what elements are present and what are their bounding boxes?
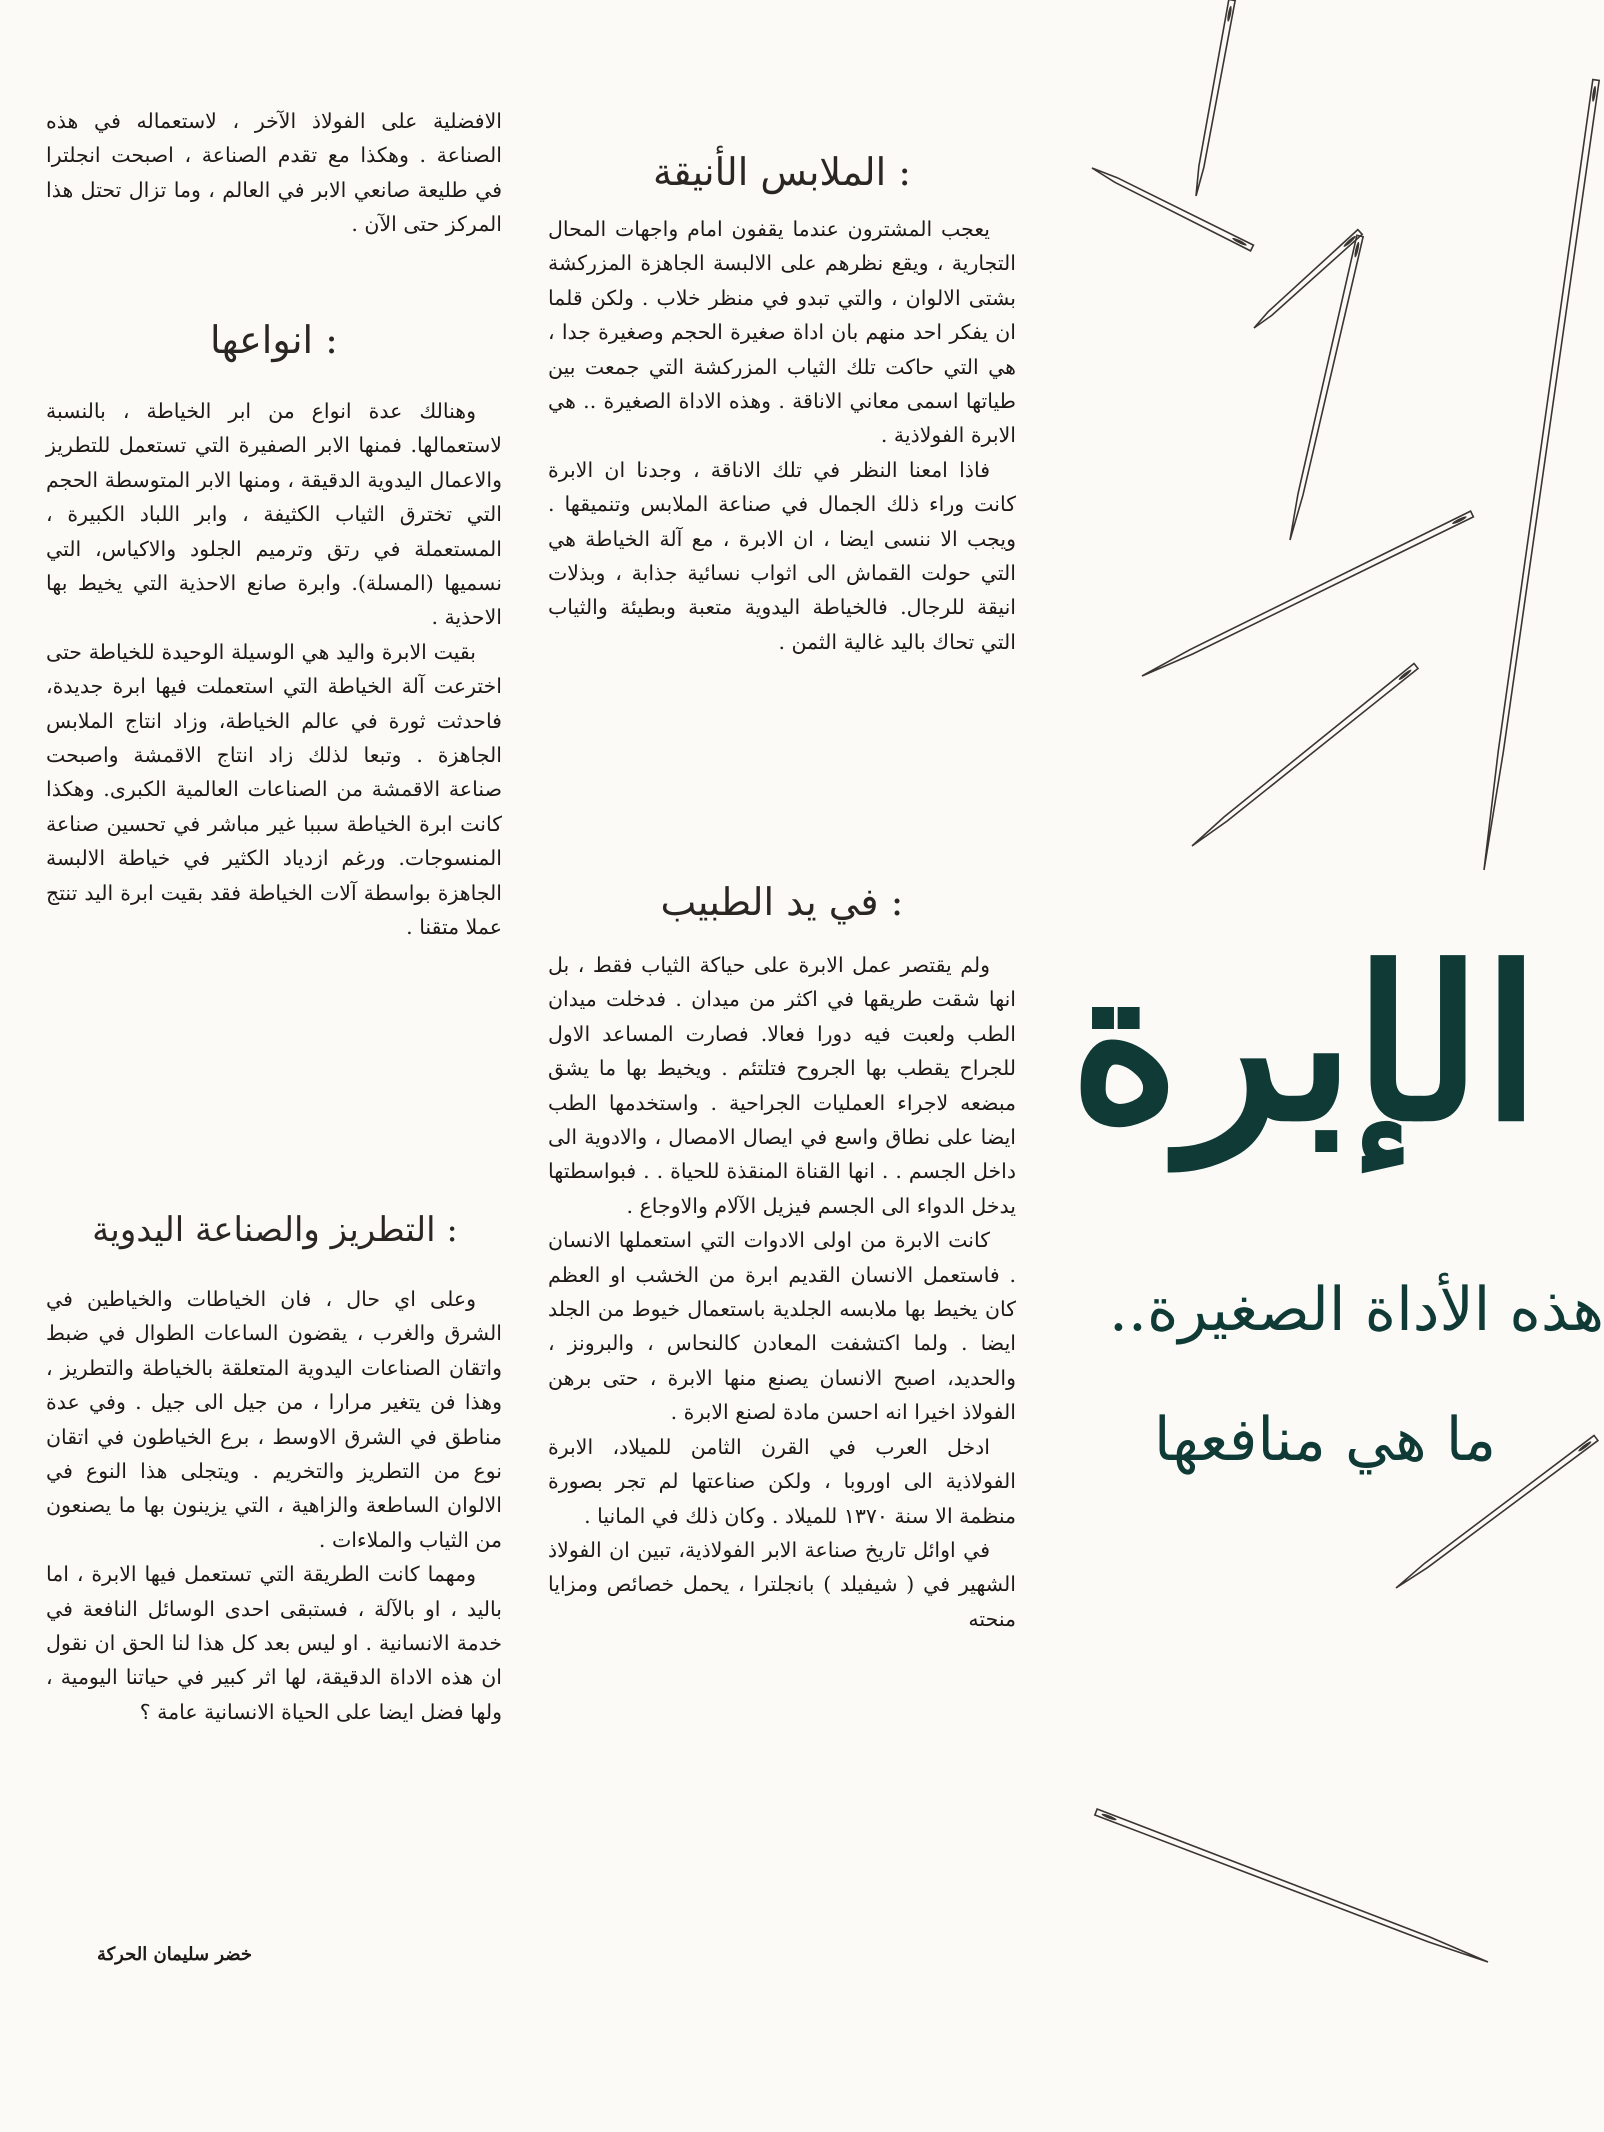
author-byline: خضر سليمان الحركة [96,1944,252,1965]
heading-tabib: في يد الطبيب : [660,880,904,924]
heading-tatriz: التطريز والصناعة اليدوية : [92,1210,458,1250]
paragraph: كانت الابرة من اولى الادوات التي استعملها الانسان . فاستعمل الانسان القديم ابرة من الخشب او العظم كان يخيط بها ملابسه الجلدية باستعمال خيوط من الجلد ايضا . ولما اكتشفت المعادن كالنحاس ، والبرونز ، والحديد، اصبح الانسان يصنع منها الابرة ، حتى برهن الفولاذ اخيرا انه احسن مادة لصنع الابرة . [548,1228,1016,1425]
needle-2 [1092,168,1253,251]
needle-6 [1192,664,1418,846]
needle-5 [1484,80,1599,870]
paragraph: وهنالك عدة انواع من ابر الخياطة ، بالنسبة لاستعمالها. فمنها الابر الصفيرة التي تستعمل للتطريز والاعمال اليدوية الدقيقة ، ومنها الابر المتوسطة الحجم التي تخترق الثياب الكثيفة ، وابر اللباد الكبيرة ، المستعملة في رتق وترميم الجلود والاكياس، التي نسميها (المسلة). وابرة صانع الاحذية التي يخيط بها الاحذية . [46,399,502,630]
paragraph: ولم يقتصر عمل الابرة على حياكة الثياب فقط ، بل انها شقت طريقها في اكثر من ميدان . فدخلت ميدان الطب ولعبت فيه دورا فعالا. فصارت المساعد الاول للجراح يقطب بها الجروح فتلتئم . ويخيط بها ما يشق مبضعه لاجراء العمليات الجراحية . واستخدمها الطب ايضا على نطاق واسع في ايصال الامصال ، والادوية الى داخل الجسم . . انها القناة المنقذة للحياة . . فبواسطتها يدخل الدواء الى الجسم فيزيل الآلام والاوجاع . [548,953,1016,1218]
heading-anwa: انواعها : [210,318,338,362]
paragraph: ادخل العرب في القرن الثامن للميلاد، الابرة الفولاذية الى اوروبا ، ولكن صناعتها لم تجر بصورة منظمة الا سنة ١٣٧٠ للميلاد . وكان ذلك في المانيا . [548,1434,1016,1528]
paragraph: بقيت الابرة واليد هي الوسيلة الوحيدة للخياطة حتى اخترعت آلة الخياطة التي استعملت فيها ابرة جديدة، فاحدثت ثورة في عالم الخياطة، وزاد انتاج الملابس الجاهزة . وتبعا لذلك زاد انتاج الاقمشة واصبحت صناعة الاقمشة من الصناعات العالمية الكبرى. وهكذا كانت ابرة الخياطة سببا غير مباشر في تحسين صناعة المنسوجات. ورغم ازدياد الكثير في خياطة الالبسة الجاهزة بواسطة آلات الخياطة فقد بقيت ابرة اليد تنتج عملا متقنا . [46,639,502,940]
needle-1 [1196,0,1235,196]
paragraph: فاذا امعنا النظر في تلك الاناقة ، وجدنا ان الابرة كانت وراء ذلك الجمال في صناعة الملابس وتنميقها . ويجب الا ننسى ايضا ، ان الابرة ، مع آلة الخياطة هي التي حولت القماش الى اثواب نسائية جذابة ، وبذلات انيقة للرجال. فالخياطة اليدوية متعبة وبطيئة والثياب التي تحاك باليد غالية الثمن . [548,457,1016,654]
needle-3 [1254,230,1362,328]
article-subtitle-line2: ما هي منافعها [1153,1405,1497,1475]
needle-8 [1095,1809,1488,1962]
paragraph: ومهما كانت الطريقة التي تستعمل فيها الابرة ، اما باليد ، او بالآلة ، فستبقى احدى الوسائل النافعة في خدمة الانسانية . او ليس بعد كل هذا لنا الحق ان نقول ان هذه الاداة الدقيقة، لها اثر كبير في حياتنا اليومية ، ولها فضل ايضا على الحياة الانسانية عامة ؟ [46,1562,502,1724]
paragraph: الافضلية على الفولاذ الآخر ، لاستعماله في هذه الصناعة . وهكذا مع تقدم الصناعة ، اصبحت انجلترا في طليعة صانعي الابر في العالم ، وما تزال تحتل هذا المركز حتى الآن . [46,109,502,237]
article-subtitle-line1: هذه الأداة الصغيرة.. [1108,1275,1604,1345]
left-column-intro [46,104,502,242]
paragraph: يعجب المشترون عندما يقفون امام واجهات المحال التجارية ، ويقع نظرهم على الالبسة الجاهزة المزركشة بشتى الالوان ، والتي تبدو في منظر خلاب . ولكن قلما ان يفكر احد منهم بان اداة صغيرة الحجم وصغيرة جدا ، هي التي حاكت تلك الثياب المزركشة التي جمعت بين طياتها اسمى معاني الاناقة . وهذه الاداة الصغيرة .. هي الابرة الفولاذية . [548,217,1016,448]
article-title: الإبرة [1069,921,1541,1168]
paragraph: وعلى اي حال ، فان الخياطات والخياطين في الشرق والغرب ، يقضون الساعات الطوال في ضبط واتقان الصناعات اليدوية المتعلقة بالخياطة والتطريز ، وهذا فن يتغير مرارا ، من جيل الى جيل . وفي عدة مناطق في الشرق الاوسط ، برع الخياطون في اتقان نوع من التطريز والتخريم . ويتجلى هذا النوع في الالوان الساطعة والزاهية ، التي يزينون بها ما يصنعون من الثياب والملاءات . [46,1287,502,1552]
middle-column-tabib [548,948,1016,1636]
middle-column-malabes [548,212,1016,659]
paragraph: في اوائل تاريخ صناعة الابر الفولاذية، تبين ان الفولاذ الشهير في ( شيفيلد ) بانجلترا ، يحمل خصائص ومزايا منحته [548,1537,1016,1631]
left-column-anwa [46,394,502,945]
needle-4 [1142,511,1473,676]
needle-9 [1290,235,1363,540]
left-column-tatriz [46,1282,502,1729]
heading-malabes: الملابس الأنيقة : [652,150,912,194]
